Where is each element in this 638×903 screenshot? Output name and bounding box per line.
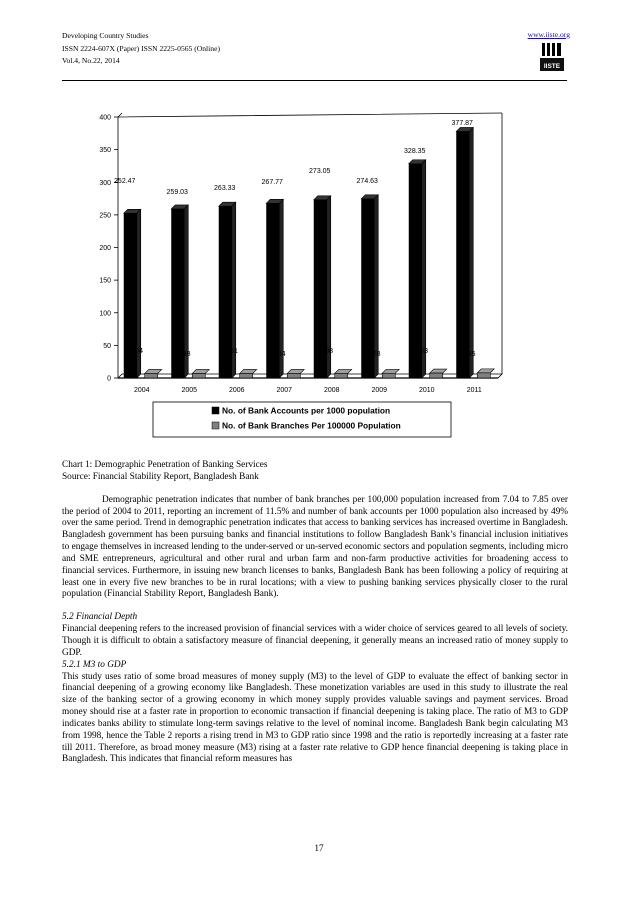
data-label-accounts: 273.05 <box>309 168 331 175</box>
legend-swatch-branches <box>212 422 219 429</box>
y-tick-label: 300 <box>99 179 111 187</box>
data-label-branches: 7.28 <box>365 349 381 358</box>
data-label-accounts: 263.33 <box>214 185 236 192</box>
section-heading-5-2: 5.2 Financial Depth <box>62 612 138 623</box>
bar-branches-top <box>145 369 162 373</box>
data-label-branches: 7.08 <box>318 346 334 355</box>
data-label-branches: 7.85 <box>460 349 476 358</box>
bar-branches <box>477 373 490 378</box>
data-label-branches: 7.04 <box>270 349 286 358</box>
journal-issn: ISSN 2224-607X (Paper) ISSN 2225-0565 (Online) <box>62 43 220 53</box>
bar-chart <box>62 100 512 445</box>
y-tick-label: 400 <box>99 114 111 122</box>
data-label-branches: 7.53 <box>413 346 429 355</box>
data-label-branches: 7.04 <box>128 346 144 355</box>
page-number: 17 <box>314 844 324 854</box>
bar-branches-top <box>240 369 257 373</box>
bar-branches <box>382 373 395 378</box>
bar-branches-top <box>430 369 447 373</box>
website-link[interactable]: www.iiste.org <box>527 30 570 39</box>
data-label-accounts: 252.47 <box>114 178 136 185</box>
journal-volume: Vol.4, No.22, 2014 <box>62 56 120 66</box>
bar-branches <box>240 373 253 378</box>
x-tick-label: 2011 <box>466 387 482 394</box>
legend-label-accounts: No. of Bank Accounts per 1000 population <box>222 405 391 416</box>
y-tick-label: 50 <box>103 342 111 350</box>
bar-branches <box>192 373 205 378</box>
logo-text: IISTE <box>543 63 561 70</box>
bar-branches-top <box>335 369 352 373</box>
bar-branches-top <box>477 369 494 373</box>
chart-source: Source: Financial Stability Report, Bangladesh Bank <box>62 471 259 482</box>
paragraph-2: Financial deepening refers to the increased provision of financial services with a wider choice of services geared to all levels of society. Though it is difficult to obtain a satisfactory measure of financial deepening, it generally means an increased ratio of money supply to GDP. <box>62 624 568 658</box>
y-tick-label: 150 <box>99 277 111 285</box>
paragraph-1: Demographic penetration indicates that number of bank branches per 100,000 population increased from 7.04 to 7.85 over the period of 2004 to 2011, reporting an increment of 11.5% and number of bank accounts per 1000 population also increased by 49% over the same period. Trend in demographic penetration indicates that access to banking services has increased overtime in Bangladesh. Bangladesh government has been pursuing banks and financial institutions to follow Bangladesh Bank’s financial inclusion initiatives to engage themselves in increased lending to the under-served or un-served economic sectors and population segments, including micro and SME entrepreneurs, agricultural and other rural and urban farm and non-farm productive activities for broadening access to financial services. Furthermore, in issuing new branch licenses to banks, Bangladesh Bank has been following a policy of requiring at least one in every five new branches to be in rural locations; with a view to pushing banking services physically closer to the rural population (Financial Stability Report, Bangladesh Bank). <box>62 494 568 600</box>
data-label-accounts: 274.63 <box>356 178 378 185</box>
bar-branches-top <box>382 369 399 373</box>
y-tick-label: 100 <box>99 310 111 318</box>
iiste-logo <box>540 42 564 72</box>
data-label-accounts: 259.03 <box>166 189 188 196</box>
legend-swatch-accounts <box>212 407 219 414</box>
bar-branches <box>287 373 300 378</box>
header-rule <box>62 80 567 81</box>
x-tick-label: 2010 <box>418 387 435 394</box>
journal-name: Developing Country Studies <box>62 31 149 40</box>
x-tick-label: 2006 <box>228 387 245 394</box>
bar-branches-top <box>287 369 304 373</box>
paragraph-3: This study uses ratio of some broad measures of money supply (M3) to the level of GDP to evaluate the effect of banking sector in financial deepening of a growing economy like Bangladesh. These monetization variables are used in this study to illustrate the real size of the banking sector of a growing economy in which money supply provides valuable savings and payment services. Broad money should rise at a faster rate in proportion to economic transaction if financial deepening is taking place. The ratio of M3 to GDP indicates banks ability to stimulate long-term savings relative to the level of nominal income. Bangladesh Bank begin calculating M3 from 1998, hence the Table 2 reports a rising trend in M3 to GDP ratio since 1998 and the ratio is reportedly increasing at a faster rate till 2011. Therefore, as broad money measure (M3) rising at a faster rate relative to GDP hence financial deepening is taking place in Bangladesh. This indicates that financial reform measures has <box>62 671 568 765</box>
x-tick-label: 2005 <box>181 387 198 394</box>
bar-accounts-side <box>469 127 473 378</box>
plot-frame-depth <box>118 113 122 117</box>
legend-label-branches: No. of Bank Branches Per 100000 Population <box>222 420 401 431</box>
journal-header <box>62 30 220 68</box>
data-label-accounts: 328.35 <box>404 148 426 155</box>
x-tick-label: 2009 <box>371 387 388 394</box>
x-tick-label: 2008 <box>323 387 340 394</box>
bar-branches <box>335 373 348 378</box>
bar-branches <box>430 373 443 378</box>
y-tick-label: 0 <box>107 375 111 383</box>
y-tick-label: 250 <box>99 212 111 220</box>
x-tick-label: 2007 <box>276 387 293 394</box>
x-tick-label: 2004 <box>133 387 150 394</box>
section-heading-5-2-1: 5.2.1 M3 to GDP <box>62 659 127 670</box>
y-tick-label: 350 <box>99 147 111 155</box>
data-label-accounts: 377.87 <box>451 120 473 127</box>
bar-accounts <box>456 131 469 378</box>
article-body <box>62 460 568 766</box>
bar-branches-top <box>192 369 209 373</box>
y-tick-label: 200 <box>99 245 111 252</box>
data-label-branches: 6.98 <box>175 349 191 358</box>
data-label-accounts: 267.77 <box>261 179 283 186</box>
chart-caption: Chart 1: Demographic Penetration of Banking Services <box>62 460 268 470</box>
bar-branches <box>145 373 158 378</box>
data-label-branches: 7.01 <box>223 346 239 355</box>
